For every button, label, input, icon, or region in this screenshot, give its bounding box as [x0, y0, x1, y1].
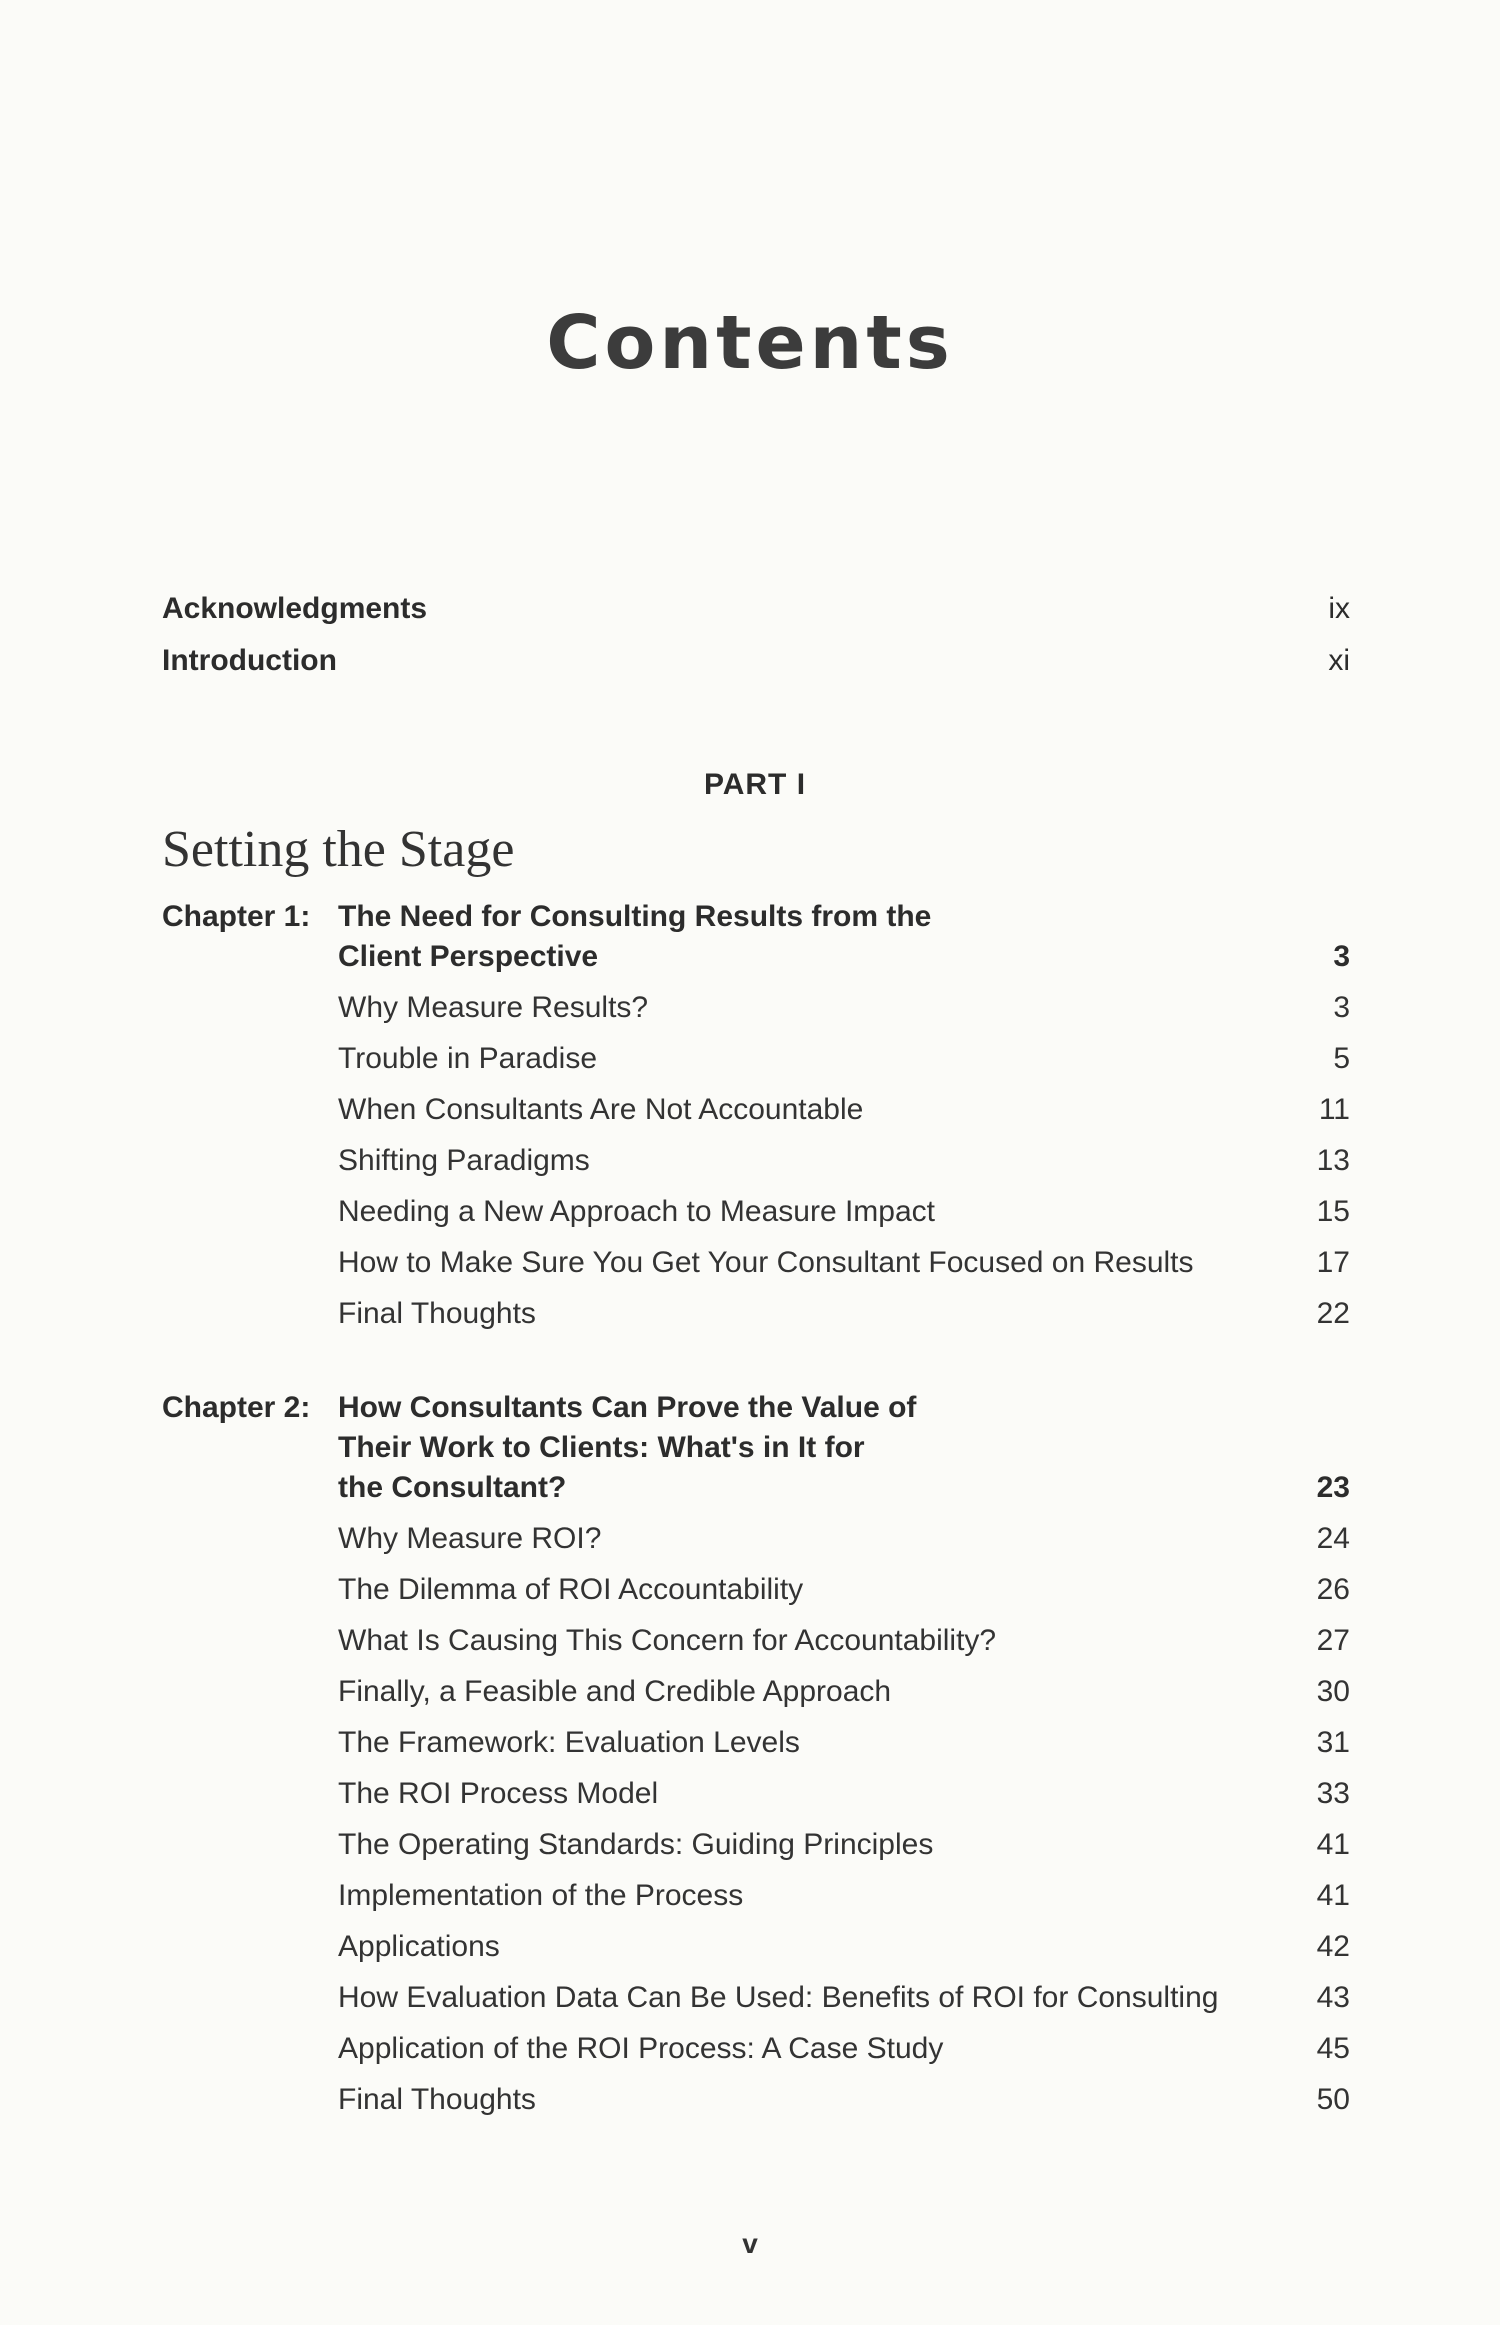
chapter-page: 23	[1316, 1471, 1350, 1504]
toc-section[interactable]	[338, 1675, 1350, 1709]
toc-entry-page: xi	[1328, 644, 1350, 677]
section-page: 5	[1333, 1042, 1350, 1075]
toc-section[interactable]	[338, 1930, 1350, 1964]
toc-section[interactable]	[338, 2083, 1350, 2117]
toc-section[interactable]	[338, 991, 1350, 1025]
section-title: How to Make Sure You Get Your Consultant Focused on Results	[338, 1246, 1194, 1279]
section-title: The Dilemma of ROI Accountability	[338, 1573, 804, 1606]
chapter-title-line[interactable]: How Consultants Can Prove the Value of	[338, 1391, 917, 1424]
page-title: Contents	[546, 300, 954, 386]
chapter-page: 3	[1333, 940, 1350, 973]
part-label: PART I	[703, 768, 807, 801]
section-title: Finally, a Feasible and Credible Approach	[338, 1675, 892, 1708]
section-page: 41	[1316, 1828, 1350, 1861]
toc-section[interactable]	[338, 1726, 1350, 1760]
section-page: 22	[1316, 1297, 1350, 1330]
section-page: 13	[1316, 1144, 1350, 1177]
toc-section[interactable]	[338, 1297, 1350, 1331]
section-title: Implementation of the Process	[338, 1879, 744, 1912]
section-title: The ROI Process Model	[338, 1777, 659, 1810]
section-title: Applications	[338, 1930, 500, 1963]
toc-section[interactable]	[338, 1879, 1350, 1913]
section-title: What Is Causing This Concern for Accountability?	[338, 1624, 997, 1657]
section-page: 31	[1316, 1726, 1350, 1759]
toc-section[interactable]	[338, 1981, 1350, 2015]
toc-entry-introduction[interactable]	[162, 644, 1350, 678]
section-title: Why Measure Results?	[338, 991, 649, 1024]
section-page: 26	[1316, 1573, 1350, 1606]
section-title: The Operating Standards: Guiding Principles	[338, 1828, 934, 1861]
section-page: 15	[1316, 1195, 1350, 1228]
section-page: 30	[1316, 1675, 1350, 1708]
page-number: v	[742, 2228, 758, 2259]
section-title: How Evaluation Data Can Be Used: Benefits of ROI for Consulting	[338, 1981, 1219, 2014]
chapter-title-line[interactable]: Client Perspective	[338, 940, 599, 973]
section-title: Final Thoughts	[338, 2083, 536, 2116]
chapter-title-line[interactable]: the Consultant?	[338, 1471, 567, 1504]
toc-section[interactable]	[338, 1093, 1350, 1127]
section-page: 3	[1333, 991, 1350, 1024]
toc-section[interactable]	[338, 1522, 1350, 1556]
section-title: Needing a New Approach to Measure Impact	[338, 1195, 935, 1228]
section-title: Application of the ROI Process: A Case Study	[338, 2032, 944, 2065]
chapter-label: Chapter 2:	[162, 1391, 311, 1424]
section-title: The Framework: Evaluation Levels	[338, 1726, 800, 1759]
chapter-label: Chapter 1:	[162, 900, 311, 933]
section-page: 41	[1316, 1879, 1350, 1912]
section-page: 11	[1318, 1093, 1350, 1126]
toc-section[interactable]	[338, 1828, 1350, 1862]
toc-section[interactable]	[338, 1144, 1350, 1178]
section-title: Shifting Paradigms	[338, 1144, 590, 1177]
toc-entry-acknowledgments[interactable]	[162, 592, 1350, 626]
toc-entry-page: ix	[1328, 592, 1350, 625]
toc-section[interactable]	[338, 1042, 1350, 1076]
section-title: Trouble in Paradise	[338, 1042, 598, 1075]
section-page: 27	[1316, 1624, 1350, 1657]
section-title: Final Thoughts	[338, 1297, 536, 1330]
section-title: Why Measure ROI?	[338, 1522, 602, 1555]
section-page: 17	[1316, 1246, 1350, 1279]
toc-entry-label: Introduction	[162, 644, 337, 677]
section-page: 42	[1316, 1930, 1350, 1963]
section-page: 33	[1316, 1777, 1350, 1810]
chapter-title-line[interactable]: Their Work to Clients: What's in It for	[338, 1431, 865, 1464]
toc-section[interactable]	[338, 1246, 1350, 1280]
toc-section[interactable]	[338, 1573, 1350, 1607]
section-page: 45	[1316, 2032, 1350, 2065]
toc-section[interactable]	[338, 1195, 1350, 1229]
toc-section[interactable]	[338, 1777, 1350, 1811]
part-title: Setting the Stage	[162, 821, 515, 878]
section-title: When Consultants Are Not Accountable	[338, 1093, 864, 1126]
toc-entry-label: Acknowledgments	[162, 592, 428, 625]
chapter-title-line[interactable]: The Need for Consulting Results from the	[338, 900, 932, 933]
section-page: 24	[1316, 1522, 1350, 1555]
toc-section[interactable]	[338, 2032, 1350, 2066]
toc-section[interactable]	[338, 1624, 1350, 1658]
section-page: 50	[1316, 2083, 1350, 2116]
section-page: 43	[1316, 1981, 1350, 2014]
